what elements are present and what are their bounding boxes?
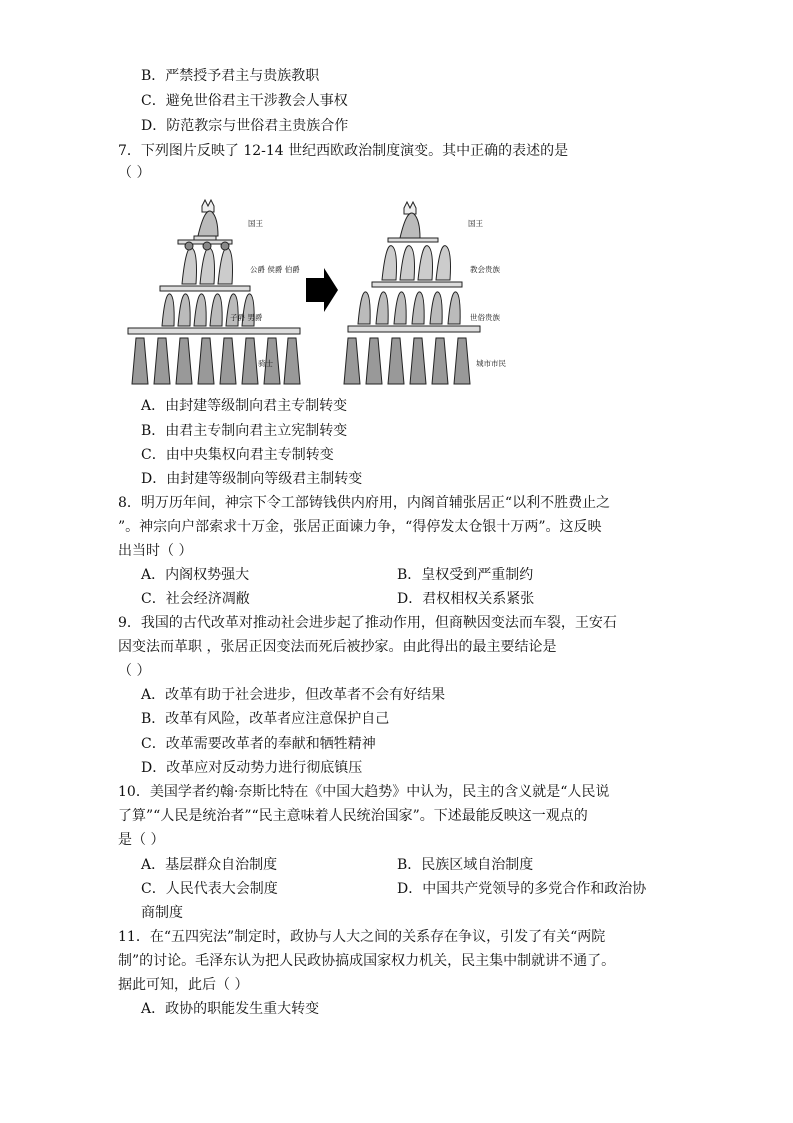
- q8-stem-line1: 8．明万历年间，神宗下令工部铸钱供内府用，内阁首辅张居正“以利不胜费止之: [118, 495, 611, 511]
- q9-option-d: D．改革应对反动势力进行彻底镇压: [141, 760, 363, 776]
- q11-option-a: A．政协的职能发生重大转变: [141, 1001, 320, 1017]
- q6-option-c: C．避免世俗君主干涉教会人事权: [141, 93, 348, 109]
- q11-stem-line3: 据此可知，此后（ ）: [118, 977, 249, 993]
- q10-option-a: A．基层群众自治制度: [141, 857, 278, 873]
- q6-option-d: D．防范教宗与世俗君主贵族合作: [141, 118, 349, 134]
- q10-option-d-line2: 商制度: [141, 905, 183, 921]
- q8-option-c: C．社会经济凋敝: [141, 591, 250, 607]
- q8-stem-line2: ”。神宗向户部索求十万金，张居正面谏力争，“得停发太仓银十万两”。这反映: [118, 519, 602, 535]
- q7-answer-paren: （ ）: [118, 165, 151, 181]
- q10-option-c: C．人民代表大会制度: [141, 881, 278, 897]
- left-label-king: 国王: [248, 219, 263, 228]
- q9-answer-paren: （ ）: [118, 663, 151, 679]
- q10-stem-line1: 10．美国学者约翰·奈斯比特在《中国大趋势》中认为，民主的含义就是“人民说: [118, 784, 610, 800]
- q7-option-d: D．由封建等级制向等级君主制转变: [141, 471, 363, 487]
- left-label-nobles-high: 公爵 侯爵 伯爵: [250, 265, 300, 274]
- q10-option-b: B．民族区域自治制度: [397, 857, 534, 873]
- feudal-pyramid-figure: [120, 196, 520, 388]
- q10-stem-line2: 了算”“人民是统治者”“民主意味着人民统治国家”。下述最能反映这一观点的: [118, 808, 588, 824]
- q9-option-c: C．改革需要改革者的奉献和牺牲精神: [141, 736, 376, 752]
- q9-option-a: A．改革有助于社会进步，但改革者不会有好结果: [141, 687, 446, 703]
- q8-option-a: A．内阁权势强大: [141, 567, 250, 583]
- q10-option-d-line1: D．中国共产党领导的多党合作和政治协: [397, 881, 647, 897]
- q8-option-d: D．君权相权关系紧张: [397, 591, 535, 607]
- q11-stem-line2: 制”的讨论。毛泽东认为把人民政协搞成国家权力机关，民主集中制就讲不通了。: [118, 953, 616, 969]
- q7-stem: 7．下列图片反映了 12-14 世纪西欧政治制度演变。其中正确的表述的是: [118, 143, 569, 159]
- right-pyramid: [344, 202, 480, 384]
- q8-stem-line3: 出当时（ ）: [118, 543, 193, 559]
- q7-option-c: C．由中央集权向君主专制转变: [141, 447, 334, 463]
- q7-option-b: B．由君主专制向君主立宪制转变: [141, 423, 348, 439]
- right-label-burghers: 城市市民: [476, 359, 506, 368]
- left-label-nobles-low: 子爵 男爵: [230, 313, 263, 322]
- q11-stem-line1: 11．在“五四宪法”制定时，政协与人大之间的关系存在争议，引发了有关“两院: [118, 929, 606, 945]
- right-label-clergy: 教会贵族: [470, 265, 500, 274]
- q9-option-b: B．改革有风险，改革者应注意保护自己: [141, 711, 390, 727]
- right-label-king: 国王: [468, 219, 483, 228]
- q9-stem-line2: 因变法而革职 ，张居正因变法而死后被抄家。由此得出的最主要结论是: [118, 639, 557, 655]
- left-pyramid: [128, 200, 300, 384]
- q10-stem-line3: 是（ ）: [118, 832, 165, 848]
- transition-arrow-icon: [306, 268, 338, 312]
- q7-option-a: A．由封建等级制向君主专制转变: [141, 398, 348, 414]
- q6-option-b: B．严禁授予君主与贵族教职: [141, 68, 320, 84]
- q9-stem-line1: 9．我国的古代改革对推动社会进步起了推动作用，但商鞅因变法而车裂，王安石: [118, 615, 617, 631]
- left-label-knights: 骑士: [258, 359, 273, 368]
- right-label-secular: 世俗贵族: [470, 313, 500, 322]
- q8-option-b: B．皇权受到严重制约: [397, 567, 534, 583]
